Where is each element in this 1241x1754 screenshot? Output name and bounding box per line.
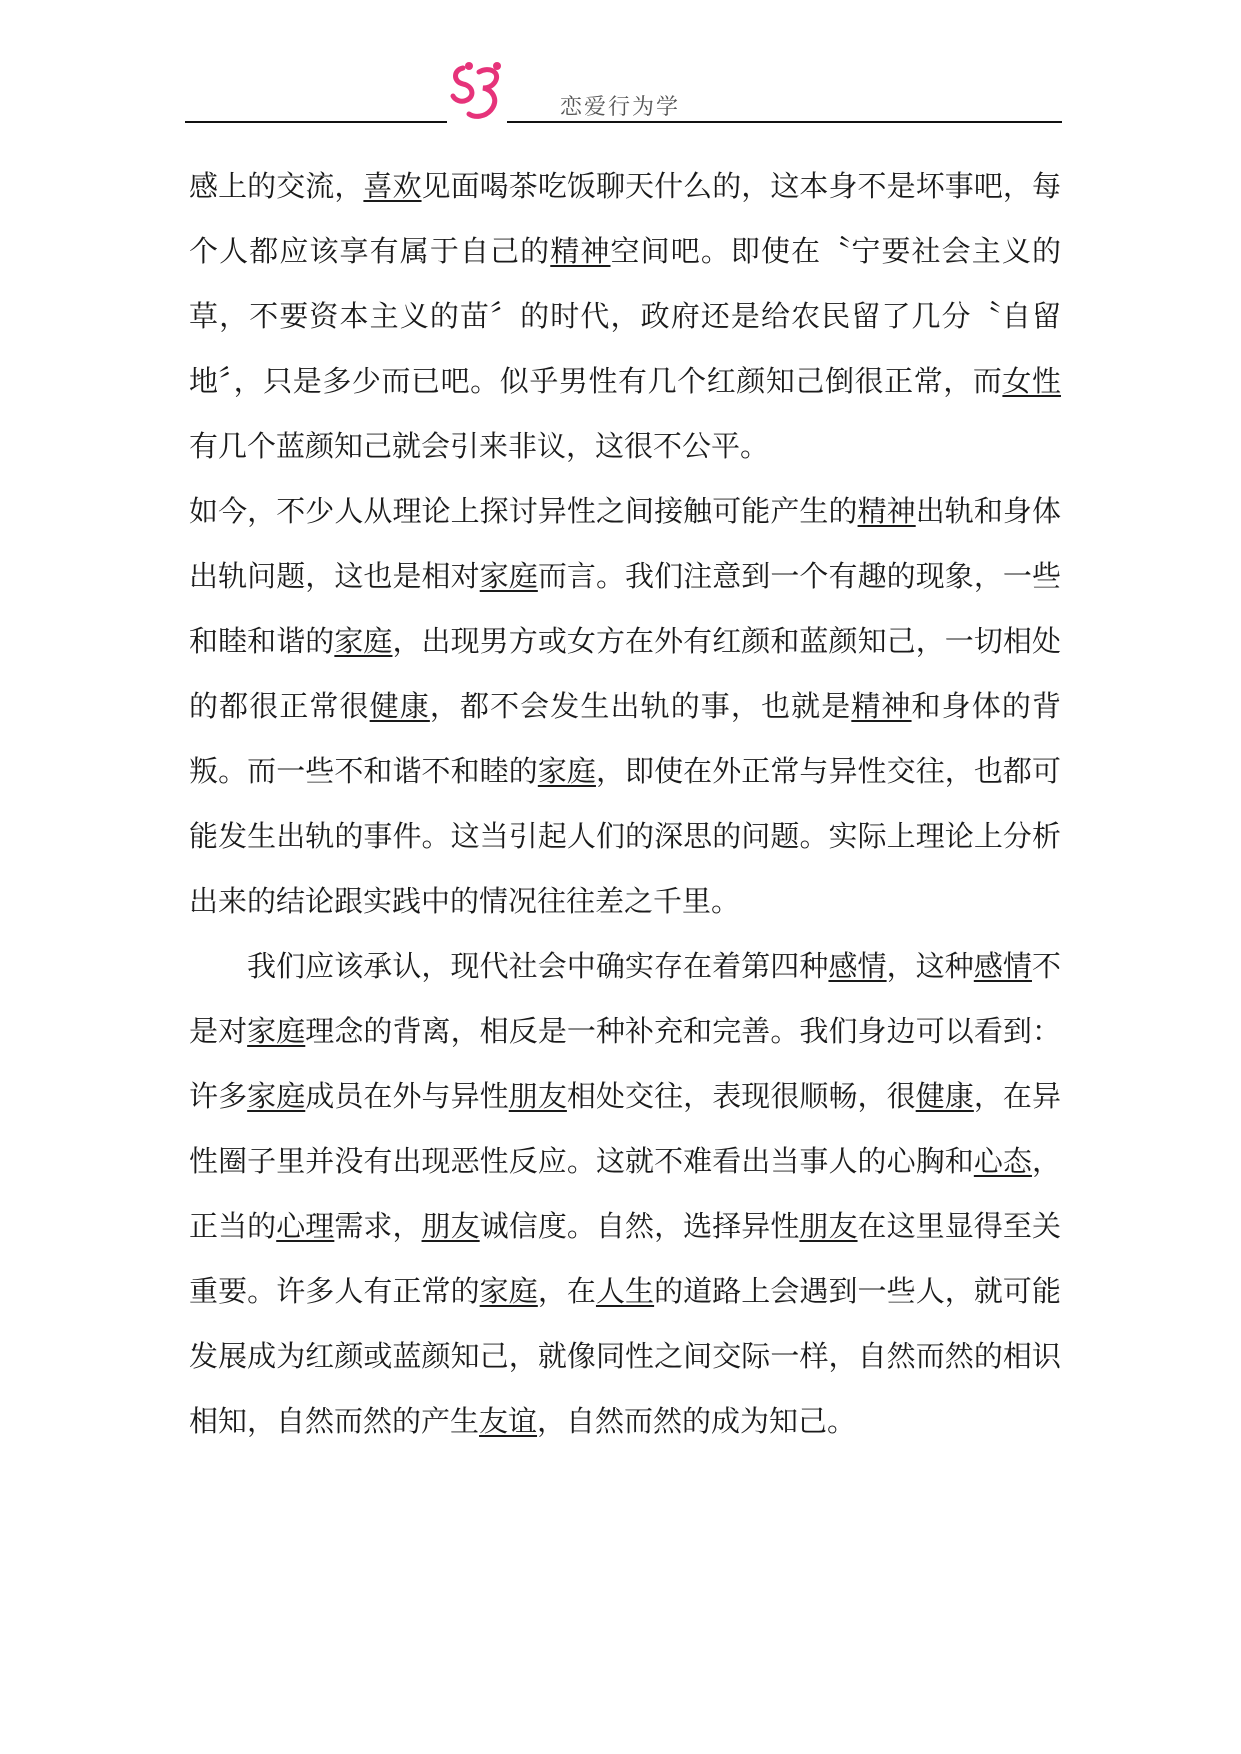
underlined-keyword: 朋友 (799, 1209, 858, 1243)
underlined-keyword: 女性 (1002, 364, 1061, 398)
text-run: ，正当的 (189, 1144, 1061, 1243)
text-run: ，在 (537, 1274, 596, 1308)
underlined-keyword: 家庭 (537, 754, 596, 788)
text-run: 理念的背离，相反是一种补充和完善。我们身边可以看到：许多 (189, 1014, 1061, 1113)
heart-logo-icon (449, 60, 507, 124)
text-run: ，这种 (886, 949, 974, 983)
text-run: 感上的交流， (189, 169, 364, 203)
header-rule-left (185, 121, 447, 123)
underlined-keyword: 朋友 (421, 1209, 480, 1243)
underlined-keyword: 心理 (276, 1209, 335, 1243)
underlined-keyword: 喜欢 (363, 169, 422, 203)
underlined-keyword: 人生 (595, 1274, 655, 1308)
body-paragraph (189, 479, 1061, 934)
underlined-keyword: 家庭 (334, 624, 393, 658)
text-run: 需求， (334, 1209, 422, 1243)
body-paragraph (189, 154, 1061, 479)
underlined-keyword: 健康 (369, 689, 430, 723)
text-run: 而言。我们注意到一个有趣的现象，一些和睦和谐的 (189, 559, 1061, 658)
text-run: 的道路上会遇到一些人，就可能发展成为红颜或蓝颜知己，就像同性之间交际一样，自然而然的相识相知，自然而然的产生 (189, 1274, 1061, 1438)
text-run: ，都不会发生出轨的事，也就是 (429, 689, 852, 723)
text-run: 有几个蓝颜知己就会引来非议，这很不公平。 (189, 429, 770, 463)
text-run: 不是对 (189, 949, 1061, 1048)
underlined-keyword: 家庭 (479, 1274, 538, 1308)
text-run: 相处交往，表现很顺畅，很 (566, 1079, 916, 1113)
document-body (189, 154, 1061, 1454)
text-run: ，自然而然的成为知己。 (537, 1404, 857, 1438)
header-rule-right (507, 121, 1062, 123)
underlined-keyword: 家庭 (247, 1079, 306, 1113)
underlined-keyword: 精神 (851, 689, 912, 723)
underlined-keyword: 家庭 (479, 559, 538, 593)
underlined-keyword: 感情 (973, 949, 1032, 983)
text-run: 见面喝茶吃饭聊天什么的，这本身不是坏事吧，每个人都应该享有属于自己的 (189, 169, 1061, 268)
underlined-keyword: 家庭 (247, 1014, 306, 1048)
underlined-keyword: 朋友 (508, 1079, 567, 1113)
text-run: ，在异性圈子里并没有出现恶性反应。这就不难看出当事人的心胸和 (189, 1079, 1061, 1178)
text-run: 在这里显得至关重要。许多人有正常的 (189, 1209, 1061, 1308)
text-run: 和身体的背叛。而一些不和谐不和睦的 (189, 689, 1061, 788)
text-run: ，出现男方或女方在外有红颜和蓝颜知己，一切相处的都很正常很 (189, 624, 1061, 723)
text-run: 成员在外与异性 (305, 1079, 509, 1113)
text-run: 我们应该承认，现代社会中确实存在着第四种 (247, 949, 829, 983)
text-run: ，即使在外正常与异性交往，也都可能发生出轨的事件。这当引起人们的深思的问题。实际上理论上分析出来的结论跟实践中的情况往往差之千里。 (189, 754, 1061, 918)
text-run: 空间吧。即使在〝宁要社会主义的草，不要资本主义的苗〞的时代，政府还是给农民留了几分〝自留地〞，只是多少而已吧。似乎男性有几个红颜知己倒很正常，而 (189, 234, 1061, 398)
underlined-keyword: 感情 (828, 949, 887, 983)
underlined-keyword: 健康 (915, 1079, 974, 1113)
underlined-keyword: 精神 (550, 234, 611, 268)
text-run: 诚信度。自然，选择异性 (479, 1209, 800, 1243)
text-run: 出轨和身体出轨问题，这也是相对 (189, 494, 1061, 593)
text-run: 如今，不少人从理论上探讨异性之间接触可能产生的 (189, 494, 858, 528)
underlined-keyword: 心态 (973, 1144, 1032, 1178)
page-header (185, 60, 1062, 130)
underlined-keyword: 友谊 (479, 1404, 538, 1438)
underlined-keyword: 精神 (857, 494, 916, 528)
body-paragraph (189, 934, 1061, 1454)
header-title: 恋爱行为学 (560, 95, 681, 120)
